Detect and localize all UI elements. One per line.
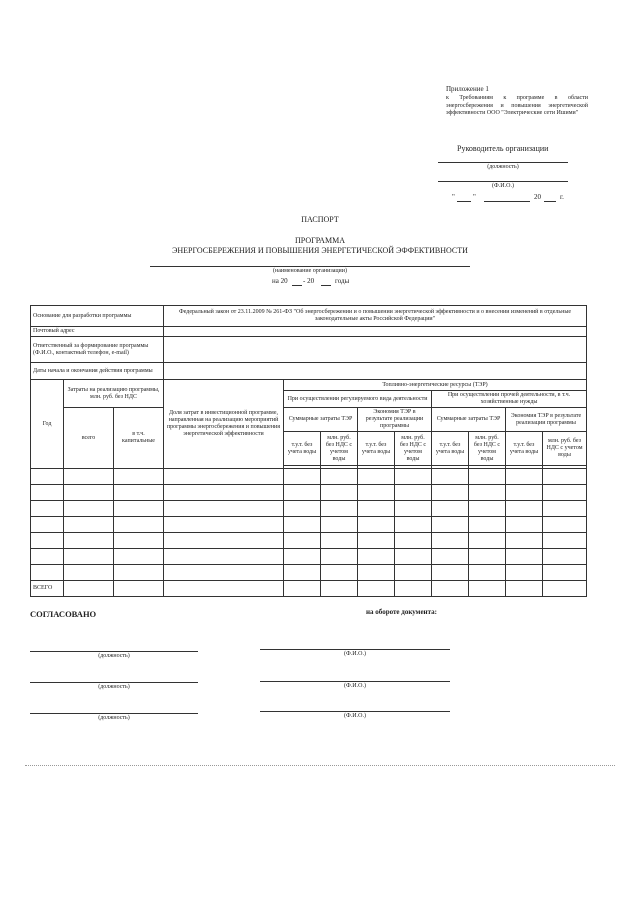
date-open-quote: " [452, 193, 455, 201]
header-mln-3: млн. руб. без НДС с учетом воды [469, 432, 506, 466]
date-close-quote: " [473, 193, 476, 201]
appendix-title: Приложение 1 [446, 85, 489, 93]
total-label: ВСЕГО [31, 581, 64, 597]
position-line [438, 162, 568, 163]
table-row [31, 501, 587, 517]
row-basis [31, 306, 587, 327]
program-title: ПРОГРАММА [295, 236, 345, 245]
date-day-line [457, 201, 471, 202]
agreed-position-caption-3: (должность) [98, 715, 130, 721]
row-responsible [31, 337, 587, 363]
fio-line [438, 181, 568, 182]
header-mln-4: млн. руб. без НДС с учетом воды [543, 432, 587, 466]
position-caption: (должность) [487, 164, 519, 170]
address-value[interactable] [164, 327, 587, 337]
row-dates [31, 363, 587, 380]
years-dash: - 20 [303, 277, 315, 285]
date-month-line [484, 201, 530, 202]
appendix-text: к Требованиям к программе в области энергосбережения и повышения энергетической эффективности ООО "Электрические сети Ишими" [446, 95, 588, 116]
header-mln-1: млн. руб. без НДС с учетом воды [321, 432, 358, 466]
fio-caption: (Ф.И.О.) [492, 183, 514, 189]
table-row [31, 517, 587, 533]
header-row-1 [31, 380, 587, 391]
scan-artifact-line [25, 765, 615, 769]
address-label: Почтовый адрес [31, 327, 164, 337]
header-regulated: При осуществлении регулируемого вида деятельности [284, 391, 432, 408]
header-tut-2: т.у.т. без учета воды [358, 432, 395, 466]
org-caption: (наименование организации) [273, 268, 347, 274]
basis-value: Федеральный закон от 23.11.2009 № 261-ФЗ "Об энергосбережении и о повышении энергетической эффективности и о внесении изменений в отдельные законодательные акты Российской Федерации" [164, 306, 587, 327]
header-share: Доля затрат в инвестиционной программе, направленная на реализацию мероприятий программы энергосбережения и повышения энергетической эффективности [164, 380, 284, 469]
header-tut-1: т.у.т. без учета воды [284, 432, 321, 466]
years-from-line [292, 285, 302, 286]
date-year-suffix: г. [560, 193, 564, 201]
agreed-fio-line-1 [260, 649, 450, 650]
program-subject: ЭНЕРГОСБЕРЕЖЕНИЯ И ПОВЫШЕНИЯ ЭНЕРГЕТИЧЕСКОЙ ЭФФЕКТИВНОСТИ [172, 246, 468, 255]
passport-table [30, 305, 587, 597]
table-row [31, 565, 587, 581]
responsible-value[interactable] [164, 337, 587, 363]
org-line [150, 266, 470, 267]
header-sum-costs-reg: Суммарные затраты ТЭР [284, 408, 358, 432]
row-address [31, 327, 587, 337]
dates-value[interactable] [164, 363, 587, 380]
header-year: Год [31, 380, 64, 469]
header-total: всего [64, 408, 114, 469]
agreed-position-caption-2: (должность) [98, 684, 130, 690]
agreed-position-line-3 [30, 713, 198, 714]
table-row [31, 533, 587, 549]
table-row [31, 469, 587, 485]
header-tut-3: т.у.т. без учета воды [432, 432, 469, 466]
date-year-line [544, 201, 556, 202]
agreed-fio-line-3 [260, 711, 450, 712]
agreed-title: СОГЛАСОВАНО [30, 609, 97, 619]
header-sum-costs-other: Суммарные затраты ТЭР [432, 408, 506, 432]
agreed-position-line-2 [30, 682, 198, 683]
years-to-line [321, 285, 331, 286]
header-mln-2: млн. руб. без НДС с учетом воды [395, 432, 432, 466]
date-year-prefix: 20 [534, 193, 541, 201]
basis-label: Основание для разработки программы [31, 306, 164, 327]
table-row [31, 485, 587, 501]
agreed-fio-caption-1: (Ф.И.О.) [344, 651, 366, 657]
table-row-total [31, 581, 587, 597]
passport-title: ПАСПОРТ [301, 215, 339, 224]
years-suffix: годы [335, 277, 350, 285]
years-prefix: на 20 [272, 277, 288, 285]
agreed-fio-caption-3: (Ф.И.О.) [344, 713, 366, 719]
agreed-on-back: на обороте документа: [366, 608, 437, 616]
header-tut-4: т.у.т. без учета воды [506, 432, 543, 466]
responsible-label: Ответственный за формирование программы (Ф.И.О., контактный телефон, e-mail) [31, 337, 164, 363]
header-economy-reg: Экономия ТЭР в результате реализации программы [358, 408, 432, 432]
header-economy-other: Экономия ТЭР в результате реализации программы [506, 408, 587, 432]
agreed-fio-line-2 [260, 681, 450, 682]
header-capital: в т.ч. капитальные [114, 408, 164, 469]
agreed-fio-caption-2: (Ф.И.О.) [344, 683, 366, 689]
header-costs: Затраты на реализацию программы, млн. руб. без НДС [64, 380, 164, 408]
agreed-position-line-1 [30, 651, 198, 652]
table-row [31, 549, 587, 565]
header-row-3 [31, 408, 587, 432]
agreed-position-caption-1: (должность) [98, 653, 130, 659]
header-other: При осуществлении прочей деятельности, в т.ч. хозяйственные нужды [432, 391, 587, 408]
approval-head: Руководитель организации [457, 144, 549, 153]
dates-label: Даты начала и окончания действия программы [31, 363, 164, 380]
header-resources: Топливно-энергетические ресурсы (ТЭР) [284, 380, 587, 391]
